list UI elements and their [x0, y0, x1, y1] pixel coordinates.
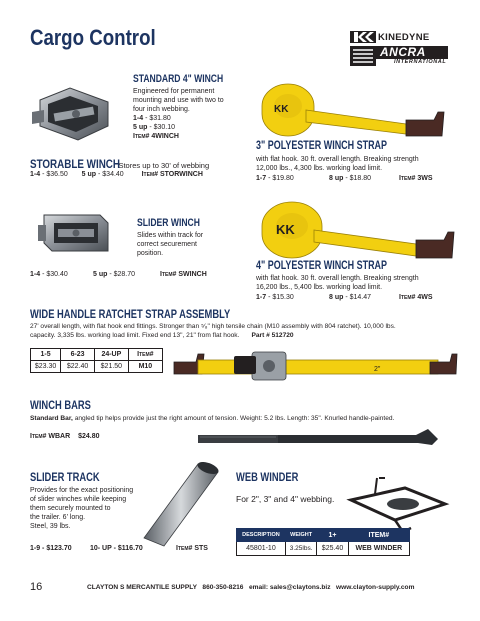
standard-winch-title: STANDARD 4" WINCH	[133, 73, 224, 85]
table-header: WEIGHT	[285, 529, 317, 542]
slider-track-prices: 1-9 - $123.70 10- UP - $116.70 Item# STS	[30, 545, 208, 552]
table-header: 6-23	[61, 349, 95, 361]
desc-line: correct securement	[137, 241, 197, 248]
table-cell: $22.40	[61, 361, 95, 373]
table-header: Item#	[128, 349, 162, 361]
winch-bar-image	[196, 425, 440, 449]
table-cell: $23.30	[31, 361, 61, 373]
table-cell: 3.25lbs.	[285, 542, 317, 556]
desc-line: mounting and use with two to	[133, 97, 224, 104]
storable-winch-title: STORABLE WINCH	[30, 157, 121, 171]
desc-line: the trailer. 6' long.	[30, 514, 86, 521]
ratchet-strap-image	[168, 340, 458, 390]
strap-3-image	[256, 80, 456, 140]
strap-3-prices: 1-7 - $19.80 8 up - $18.80 Item# 3WS	[256, 175, 433, 182]
table-row	[31, 361, 163, 373]
slider-winch-prices: 1-4 - $30.40 5 up - $28.70 Item# SWINCH	[30, 271, 207, 278]
table-cell: 45801-10	[237, 542, 286, 556]
standard-winch-image	[30, 82, 114, 146]
slider-winch-title: SLIDER WINCH	[137, 217, 200, 229]
web-winder-table	[236, 528, 410, 556]
kinedyne-logo	[350, 31, 450, 43]
kinedyne-name: KINEDYNE	[378, 32, 430, 43]
strap-3-desc	[256, 155, 466, 173]
table-cell: WEB WINDER	[348, 542, 409, 556]
web-winder-desc: For 2", 3" and 4" webbing.	[236, 494, 335, 504]
table-cell: M10	[128, 361, 162, 373]
strap-4-prices: 1-7 - $15.30 8 up - $14.47 Item# 4WS	[256, 294, 433, 301]
page-number: 16	[30, 581, 43, 593]
ratchet-title: WIDE HANDLE RATCHET STRAP ASSEMBLY	[30, 307, 231, 321]
winch-bars-title: WINCH BARS	[30, 398, 91, 412]
part-number: Part # 512720	[251, 331, 294, 339]
slider-winch-image	[38, 205, 114, 261]
desc-line: 27' overall length, with flat hook end fittings. Stronger than ⁵⁄₈" high tensile chain (M10 assembly with 804 ratchet). 10,000 lbs.	[30, 323, 396, 330]
table-header-row	[31, 349, 163, 361]
desc-line: four inch webbing.	[133, 106, 190, 113]
table-header: 1+	[317, 529, 348, 542]
desc-line: 16,200 lbs., 5,400 lbs. working load limit.	[256, 284, 383, 291]
slider-track-title: SLIDER TRACK	[30, 470, 100, 484]
ancra-stripes-icon	[350, 46, 376, 66]
winch-bars-item: Item# WBAR $24.80	[30, 433, 100, 440]
desc-line: Slides within track for	[137, 232, 204, 239]
standard-winch-desc	[133, 87, 263, 141]
ancra-name: ANCRA	[380, 45, 426, 59]
price-line: 1-4 - $31.80	[133, 115, 171, 122]
table-cell: $21.50	[94, 361, 128, 373]
strap-4-image	[256, 198, 466, 260]
web-winder-title: WEB WINDER	[236, 470, 299, 484]
footer-text: CLAYTON S MERCANTILE SUPPLY 860-350-8216 email: sales@claytons.biz www.clayton-supply.com	[87, 584, 415, 591]
desc-line: position.	[137, 250, 164, 257]
strap-4-desc	[256, 274, 466, 292]
table-header: ITEM#	[348, 529, 409, 542]
desc-line: with flat hook. 30 ft. overall length. Breaking strength	[256, 275, 419, 282]
desc-line: them securely mounted to	[30, 505, 111, 512]
price-line: 5 up - $30.10	[133, 124, 176, 131]
ratchet-mechanism-icon	[234, 352, 286, 380]
svg-text:KK: KK	[274, 104, 289, 115]
desc-line: Steel, 39 lbs.	[30, 523, 71, 530]
svg-text:2": 2"	[374, 366, 381, 373]
winch-bars-desc: Standard Bar, angled tip helps provide just the right amount of tension. Weight: 5.2 lbs. Length: 35". Knurled handle-painted.	[30, 415, 395, 422]
table-header: DESCRIPTION	[237, 529, 286, 542]
storable-winch-prices: 1-4 - $36.50 5 up - $34.40 Item# STORWINCH	[30, 171, 203, 178]
strap-3-title: 3" POLYESTER WINCH STRAP	[256, 140, 388, 152]
desc-line-2: capacity. 3,335 lbs. working load limit. Fixed end 13", 21" from flat hook. Part # 512720	[30, 331, 294, 339]
strap-4-title: 4" POLYESTER WINCH STRAP	[256, 260, 388, 272]
ancra-sub: INTERNATIONAL	[394, 59, 447, 65]
desc-line: Engineered for permanent	[133, 88, 215, 95]
ratchet-price-table	[30, 348, 163, 373]
storable-winch-desc: Stores up to 30' of webbing	[118, 161, 210, 170]
table-header: 24-UP	[94, 349, 128, 361]
desc-line: with flat hook. 30 ft. overall length. Breaking strength	[256, 156, 419, 163]
table-header-row	[237, 529, 410, 542]
desc-line: of slider winches while keeping	[30, 496, 127, 503]
table-cell: $25.40	[317, 542, 348, 556]
desc-line: Provides for the exact positioning	[30, 487, 134, 494]
item-line: Item# 4WINCH	[133, 133, 179, 140]
web-winder-image	[345, 470, 455, 536]
slider-winch-desc	[137, 231, 247, 258]
ratchet-desc	[30, 323, 470, 340]
desc-line: 12,000 lbs., 4,300 lbs. working load limit.	[256, 165, 383, 172]
table-header: 1-5	[31, 349, 61, 361]
page-title: Cargo Control	[30, 25, 156, 50]
table-row	[237, 542, 410, 556]
svg-text:KK: KK	[276, 222, 295, 237]
slider-track-image	[140, 462, 222, 548]
ancra-logo	[350, 46, 450, 66]
